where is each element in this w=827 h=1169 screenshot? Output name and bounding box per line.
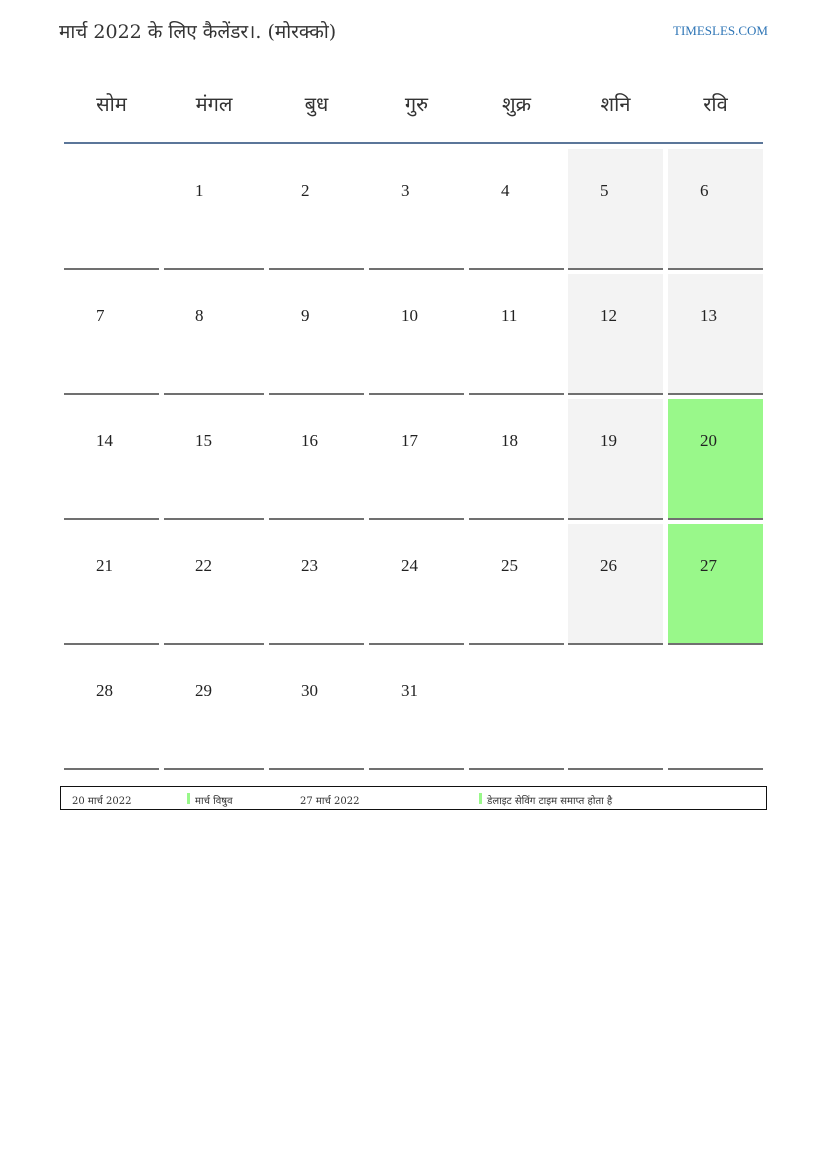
day-number: 25 [501,556,518,575]
day-cell [64,399,159,520]
day-cell [568,149,663,270]
page-title: मार्च 2022 के लिए कैलेंडर।. (मोरक्को) [59,21,337,43]
day-cell [668,149,763,270]
day-cell [269,399,364,520]
site-link[interactable]: TIMESLES.COM [673,23,768,38]
day-number: 14 [96,431,113,450]
weekday-label: बुध [304,92,329,116]
day-number: 5 [600,181,609,200]
day-number: 12 [600,306,617,325]
day-cell [269,649,364,770]
day-number: 7 [96,306,105,325]
empty-day-cell [568,649,663,770]
day-number: 3 [401,181,410,200]
day-cell [269,524,364,645]
day-number: 15 [195,431,212,450]
day-number: 17 [401,431,418,450]
legend-marker-1 [187,793,190,804]
day-cell [469,524,564,645]
day-number: 20 [700,431,717,450]
day-number: 24 [401,556,418,575]
legend-date-2: 27 मार्च 2022 [300,796,360,807]
day-number: 31 [401,681,418,700]
legend-date-1: 20 मार्च 2022 [72,796,132,807]
day-cell [164,649,264,770]
day-cell [469,399,564,520]
day-number: 29 [195,681,212,700]
empty-day-cell [469,649,564,770]
day-cell [568,274,663,395]
weekday-label: रवि [703,92,728,116]
header-divider [64,142,763,144]
day-cell [668,524,763,645]
day-number: 2 [301,181,310,200]
day-cell [369,274,464,395]
weekday-label: शुक्र [502,92,531,116]
empty-day-cell [64,149,159,270]
weekday-header-row [64,78,763,128]
day-number: 23 [301,556,318,575]
day-cell [164,524,264,645]
day-number: 27 [700,556,717,575]
day-number: 8 [195,306,204,325]
day-number: 21 [96,556,113,575]
empty-day-cell [668,649,763,770]
day-cell [469,274,564,395]
day-number: 19 [600,431,617,450]
day-cell [64,649,159,770]
day-number: 6 [700,181,709,200]
weekday-label: गुरु [404,92,429,116]
day-cell [64,274,159,395]
day-cell [369,649,464,770]
day-cell [164,274,264,395]
day-cell [369,524,464,645]
day-number: 11 [501,306,518,325]
day-cell [369,149,464,270]
day-cell [269,274,364,395]
day-number: 10 [401,306,418,325]
day-cell [469,149,564,270]
day-cell [668,274,763,395]
day-cell [668,399,763,520]
day-number: 26 [600,556,617,575]
day-number: 9 [301,306,310,325]
day-cell [568,399,663,520]
day-number: 13 [700,306,717,325]
day-cell [269,149,364,270]
day-number: 16 [301,431,318,450]
legend-event-1: मार्च विषुव [195,796,233,807]
weekday-label: सोम [96,92,127,116]
day-number: 18 [501,431,518,450]
day-cell [164,399,264,520]
legend-event-2: डेलाइट सेविंग टाइम समाप्त होता है [487,796,613,807]
weekday-label: मंगल [195,92,233,116]
day-number: 4 [501,181,510,200]
day-number: 22 [195,556,212,575]
legend-marker-2 [479,793,482,804]
holiday-legend [60,786,767,810]
weekday-label: शनि [600,92,631,116]
day-number: 1 [195,181,204,200]
day-cell [369,399,464,520]
day-cell [164,149,264,270]
day-number: 28 [96,681,113,700]
day-cell [568,524,663,645]
day-cell [64,524,159,645]
day-number: 30 [301,681,318,700]
